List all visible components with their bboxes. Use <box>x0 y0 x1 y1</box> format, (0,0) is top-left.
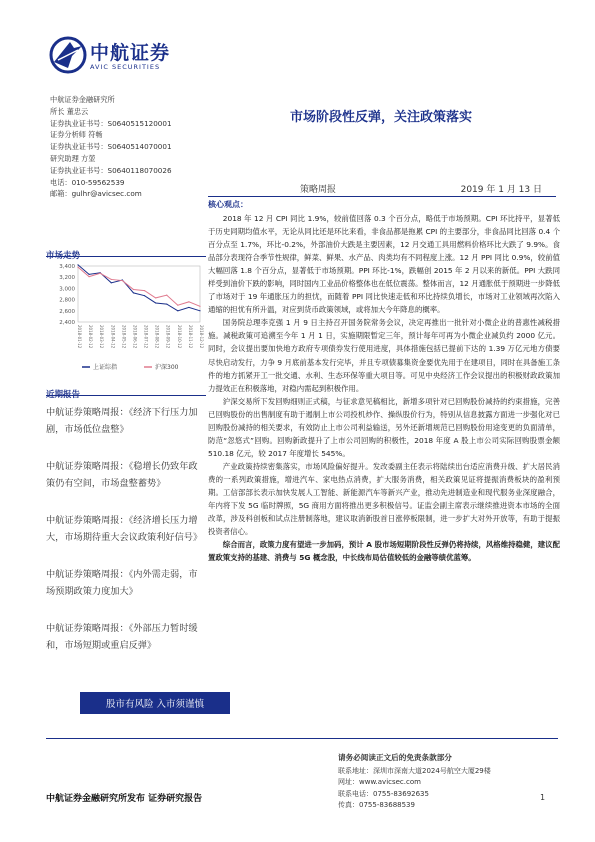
footer-divider <box>46 738 558 739</box>
x-tick-label: 2018-05-12 <box>121 325 127 349</box>
market-heading: 市场走势 <box>46 251 81 261</box>
recent-report-item[interactable]: 中航证券策略周报：《稳增长仍致年政策仍有空间，市场盘整蓄势》 <box>46 461 198 489</box>
y-tick-label: 2,800 <box>59 297 75 304</box>
x-tick-label: 2018-01-12 <box>77 325 82 349</box>
series-point-1 <box>188 301 189 302</box>
analyst-line: 证券分析师 符畅 <box>50 130 103 140</box>
series-point-1 <box>177 305 178 306</box>
x-tick-label: 2018-08-12 <box>154 325 160 349</box>
analyst-line: 证券执业证书号：S0640118070026 <box>50 165 172 175</box>
disclaimer-notice: 请务必阅读正文后的免责条款部分 <box>338 753 452 762</box>
brand-name-cn: 中航证券 <box>90 42 171 64</box>
analyst-line: 证券执业证书号：S0640514070001 <box>50 142 172 152</box>
series-point-0 <box>166 303 167 304</box>
legend-label: 沪深300 <box>155 364 179 371</box>
recent-report-list <box>46 404 206 674</box>
analyst-line: 邮箱：gulhr@avicsec.com <box>50 189 142 199</box>
report-body <box>208 199 560 564</box>
report-meta-bar <box>208 180 556 197</box>
recent-report-item[interactable]: 中航证券策略周报：《外部压力暂时缓和，市场短期或重启反弹》 <box>46 623 198 651</box>
market-chart <box>46 262 206 374</box>
market-heading-bar <box>46 243 206 261</box>
core-view-heading: 核心观点： <box>208 200 248 209</box>
y-tick-label: 3,200 <box>59 275 75 282</box>
series-point-1 <box>144 290 145 291</box>
series-point-1 <box>155 297 156 298</box>
avic-logo-icon <box>48 34 88 76</box>
x-tick-label: 2018-06-12 <box>132 325 138 349</box>
series-point-0 <box>144 295 145 296</box>
body-paragraph: 产业政策持续密集落实，市场风险偏好提升。发改委副主任表示将陆续出台适应消费升级、扩大居民消费的一系列政策措施，增进汽车、家电热点消费，扩大服务消费，相关政策见证将提振消费板块的盈利预期。工信部部长表示加快发展人工智能、新能源汽车等新兴产业，推动先进制造业和现代服务业深度融合，年内将下发 5G 临时牌照，5G 商用方面将推出更多积极信号。证监会副主席表示继续推进资本市场的全面改革，涉及科创板和试点注册制落地，建议取消新股首日涨停板限制，进一步扩大对外开放等，有助于提振投资者信心。 <box>208 461 560 537</box>
x-tick-label: 2018-11-12 <box>187 325 193 349</box>
series-point-1 <box>199 306 200 307</box>
series-point-0 <box>188 307 189 308</box>
y-tick-label: 2,600 <box>59 308 75 315</box>
contact-line: 传真：0755-83688539 <box>338 801 415 809</box>
brand-name-en: AVIC SECURITIES <box>90 63 161 71</box>
body-paragraph: 国务院总理李克强 1 月 9 日主持召开国务院常务会议，决定再推出一批针对小微企业的普惠性减税措施。减税政策可追溯至今年 1 月 1 日，实施期限暂定三年，预计每年可再为小微企业减负约 2000 亿元。同时，会议提出要加快地方政府专项债券发行使用进度，具体措施包括已提前下达的 1.39 万亿元地方债要尽快启动发行，力争 9 月底前基本发行完毕，并且专项债募集资金要优先用于在建项目，同时在具备施工条件的地方抓紧开工一批交通、水利、生态环保等重大项目等。可见中央经济工作会议提出的积极财政政策加力提效正在积极落地，对稳内需起到积极作用。 <box>208 318 560 393</box>
contact-line: 联系地址：深圳市深南大道2024号航空大厦29楼 <box>338 766 491 775</box>
market-chart-svg <box>46 262 206 374</box>
series-point-0 <box>88 274 89 275</box>
analyst-line: 研究助理 方堃 <box>50 153 96 163</box>
contact-line: 联系电话：0755-83692635 <box>338 789 429 798</box>
legend-label: 上证综指 <box>93 364 118 371</box>
series-point-1 <box>122 280 123 281</box>
analyst-line: 证券执业证书号：S0640515120001 <box>50 118 172 128</box>
recent-report-item[interactable]: 中航证券策略周报：《经济下行压力加剧，市场低位盘整》 <box>46 407 198 435</box>
series-point-0 <box>77 264 78 265</box>
x-tick-label: 2018-07-12 <box>143 325 149 349</box>
series-point-1 <box>88 276 89 277</box>
brand-logo <box>48 34 208 84</box>
analyst-line: 所长 董忠云 <box>50 106 89 116</box>
series-point-1 <box>133 289 134 290</box>
recent-report-item[interactable]: 中航证券策略周报：《内外需走弱，市场预期政策力度加大》 <box>46 569 198 597</box>
body-paragraph: 沪深交易所下发回购细则正式稿，与征求意见稿相比，新增多项针对已回购股份减持的约束措施，完善已回购股份的出售制度有助于遏制上市公司投机炒作、操纵股价行为，特别从信息披露方面进一步强化对已回购股份减持的相关要求，有效防止上市公司利益输送，另外还新增规范已回购股份用途变更的负面清单，防范“忽悠式”回购。回购新政提升了上市公司回购的积极性，2018 年度 A 股上市公司实际回购股票金额 510.18 亿元，较 2017 年度增长 545%。 <box>208 396 560 458</box>
contact-line[interactable]: 网址：www.avicsec.com <box>338 778 421 786</box>
series-point-0 <box>199 310 200 311</box>
series-point-0 <box>177 310 178 311</box>
recent-heading-bar <box>46 382 206 400</box>
x-tick-label: 2018-04-12 <box>110 325 116 349</box>
footer-contact <box>338 752 491 812</box>
body-paragraph: 综合而言，政策力度有望进一步加码，预计 A 股市场短期阶段性反弹仍将持续，风格维持稳健，建议配置政策支持的基建、消费与 5G 概念股，中长线布局估值较低的金融等绩优蓝筹。 <box>208 540 560 563</box>
body-paragraph: 2018 年 12 月 CPI 同比 1.9%，较前值回落 0.3 个百分点，略低于市场预期。CPI 环比持平，显著低于历史同期均值水平，无论从同比还是环比来看，非食品都是拖累 CPI 的主要部分，非食品同比回落 0.4 个百分点至 1.7%，环比-0.2%，外部油价大跌是主要因素，12 月交通工具用燃料价格环比大跌了 9.9%。食品部分表现符合季节性规律，鲜菜、鲜果、水产品、肉类均有不同程度上涨。12 月 PPI 同比 0.9%，较前值大幅回落 1.8 个百分点，显著低于市场预期。PPI 环比-1%，跌幅创 2015 年 2 月以来的新低。PPI 大跌同样受到油价下跌的影响，同时国内工业品价格整体也在低位震荡。整体而言，12 月通胀低于预期进一步降低了市场对于 19 年通胀压力的担忧，而随着 PPI 同比快速走低和环比持续负增长，市场对工业领域再次陷入通缩的担忧有所升温，对应到货币政策领域，或将加大今年降息的概率。 <box>208 214 560 315</box>
x-tick-label: 2018-10-12 <box>176 325 182 349</box>
x-tick-label: 2018-09-12 <box>165 325 171 349</box>
y-tick-label: 3,000 <box>59 286 75 293</box>
report-title: 市场阶段性反弹，关注政策落实 <box>290 110 473 125</box>
y-tick-label: 2,400 <box>59 320 75 326</box>
series-point-0 <box>155 302 156 303</box>
series-point-1 <box>166 295 167 296</box>
x-tick-label: 2018-12-12 <box>199 325 204 349</box>
page-number: 1 <box>540 793 546 802</box>
report-type: 策略周报 <box>300 185 337 195</box>
series-point-0 <box>133 292 134 293</box>
risk-warning: 股市有风险 入市须谨慎 <box>80 692 230 714</box>
x-tick-label: 2018-02-12 <box>88 325 94 349</box>
x-tick-label: 2018-03-12 <box>99 325 105 349</box>
analyst-line: 中航证券金融研究所 <box>50 95 115 104</box>
footer-publisher: 中航证券金融研究所发布 证券研究报告 <box>46 794 203 804</box>
series-point-1 <box>77 267 78 268</box>
series-point-0 <box>111 282 112 283</box>
y-tick-label: 3,400 <box>59 264 75 270</box>
series-point-1 <box>100 273 101 274</box>
recent-heading: 近期报告 <box>46 390 81 400</box>
analyst-line: 电话：010-59562539 <box>50 177 125 187</box>
report-date: 2019 年 1 月 13 日 <box>460 185 542 195</box>
recent-report-item[interactable]: 中航证券策略周报：《经济增长压力增大，市场期待重大会议政策利好信号》 <box>46 515 203 543</box>
series-point-1 <box>111 279 112 280</box>
